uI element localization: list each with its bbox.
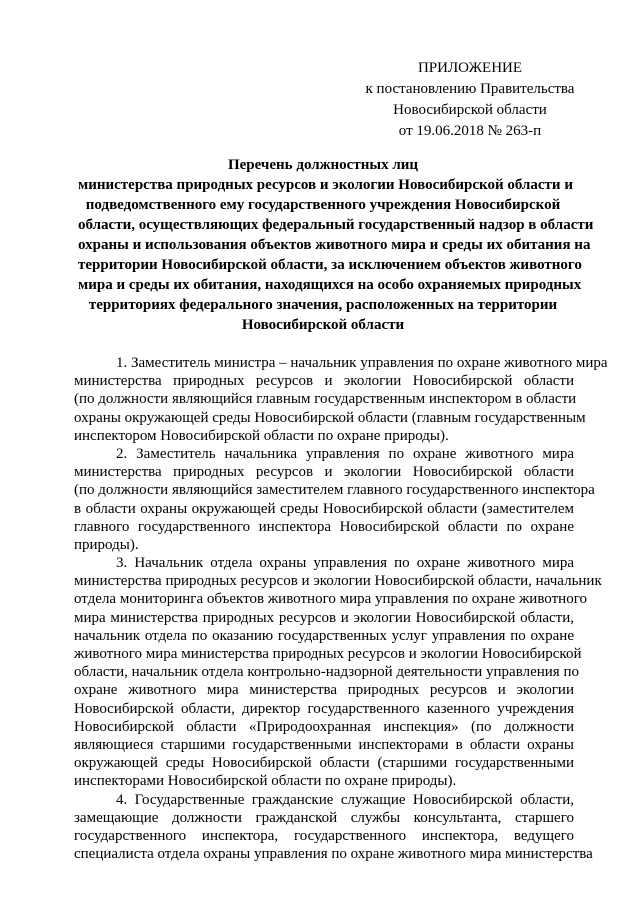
paragraph-line: инспекторами Новосибирской области по охране природы). (74, 773, 457, 790)
title-line: территориях федерального значения, расположенных на территории (88, 297, 558, 313)
paragraph-line: (по должности являющийся заместителем главного государственного инспектора (74, 482, 595, 499)
paragraph-2 (74, 445, 595, 554)
title-line: области, осуществляющих федеральный государственный надзор в области (78, 217, 594, 233)
paragraph-4 (74, 791, 593, 864)
paragraph-line: государственного инспектора, государственного инспектора, ведущего (74, 827, 574, 844)
paragraph-line: 2. Заместитель начальника управления по охране животного мира (116, 445, 574, 462)
paragraph-line: 1. Заместитель министра – начальник управления по охране животного мира (116, 355, 608, 371)
paragraph-line: министерства природных ресурсов и экологии Новосибирской области (74, 373, 574, 390)
title-line: охраны и использования объектов животного мира и среды их обитания на (78, 237, 591, 253)
paragraph-line: 4. Государственные гражданские служащие Новосибирской области, (116, 791, 574, 808)
title-line: территории Новосибирской области, за исключением объектов животного (78, 257, 582, 273)
paragraph-line: охраны окружающей среды Новосибирской области (главным государственным (74, 409, 586, 426)
paragraph-line: министерства природных ресурсов и экологии Новосибирской области (74, 464, 574, 481)
appendix-date-number: от 19.06.2018 № 263-п (398, 123, 542, 139)
appendix-reference: к постановлению Правительства (365, 81, 575, 97)
paragraph-line: Новосибирской области, директор государственного казенного учреждения (74, 700, 574, 717)
title-line: подведомственного ему государственного учреждения Новосибирской (85, 197, 561, 213)
paragraph-line: (по должности являющийся главным государственным инспектором в области (74, 391, 577, 408)
paragraph-line: окружающей среды Новосибирской области (старшими государственными (74, 755, 574, 772)
paragraph-line: в области охраны окружающей среды Новосибирской области (заместителем (74, 500, 574, 517)
paragraph-line: природы). (74, 536, 139, 553)
paragraph-line: главного государственного инспектора Новосибирской области по охране (74, 518, 574, 535)
appendix-header (350, 58, 590, 142)
paragraph-line: замещающие должности гражданской службы консультанта, старшего (74, 809, 574, 826)
title-line: Перечень должностных лиц (227, 157, 419, 173)
document-title (78, 155, 594, 335)
paragraph-line: инспектором Новосибирской области по охране природы). (74, 427, 449, 444)
title-line: мира и среды их обитания, находящихся на особо охраняемых природных (78, 277, 582, 293)
appendix-region: Новосибирской области (393, 102, 547, 118)
appendix-label: ПРИЛОЖЕНИЕ (417, 60, 523, 76)
paragraph-line: являющиеся старшими государственными инспекторами в области охраны (74, 736, 574, 753)
paragraph-line: начальник отдела по оказанию государственных услуг управления по охране (74, 627, 574, 644)
document-body (74, 354, 608, 863)
title-line: министерства природных ресурсов и экологии Новосибирской области и (78, 177, 573, 193)
paragraph-line: министерства природных ресурсов и экологии Новосибирской области, начальник (74, 573, 602, 590)
paragraph-line: охране животного мира министерства природных ресурсов и экологии (74, 682, 574, 699)
paragraph-3 (74, 554, 602, 790)
title-line: Новосибирской области (241, 317, 405, 333)
paragraph-line: животного мира министерства природных ресурсов и экологии Новосибирской (74, 646, 582, 662)
paragraph-line: специалиста отдела охраны управления по охране животного мира министерства (74, 846, 593, 863)
paragraph-1 (74, 354, 608, 445)
paragraph-line: мира министерства природных ресурсов и экологии Новосибирской области, (74, 609, 574, 626)
paragraph-line: отдела мониторинга объектов животного мира управления по охране животного (74, 591, 587, 608)
paragraph-line: Новосибирской области «Природоохранная инспекция» (по должности (74, 718, 574, 735)
paragraph-line: области, начальник отдела контрольно-надзорной деятельности управления по (74, 664, 579, 681)
paragraph-line: 3. Начальник отдела охраны управления по охране животного мира (116, 555, 574, 572)
